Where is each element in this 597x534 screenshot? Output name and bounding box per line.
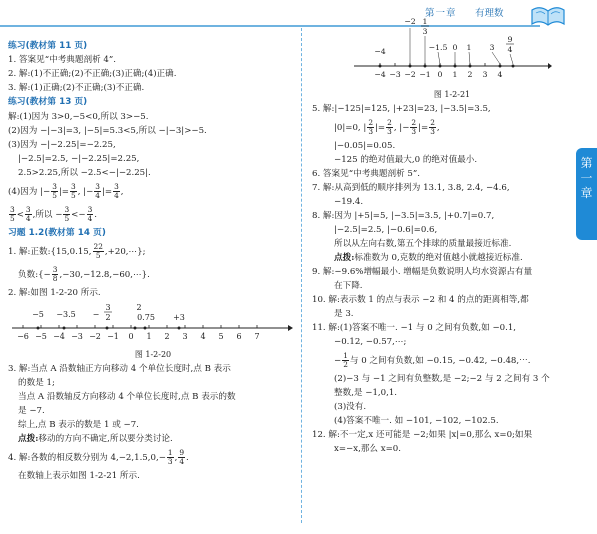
number-line-figure-20 [8,302,293,344]
point-dot [63,326,66,329]
fraction: $\frac{1}{3}$ [167,448,173,466]
answer-line-fraction: − $\frac{1}{2}$ 与 0 之间有负数,如 −0.15, −0.42, −0.48,⋯. [334,351,531,370]
answer-line: 所以从左向右数,第五个排球的质量最接近标准. [334,239,512,250]
fraction: $\frac{3}{5}$ [64,204,70,223]
answer-line: −19.4. [334,197,364,208]
fraction: $\frac{2}{3}$ [430,118,435,137]
point-dot [178,326,181,329]
point-dot [424,65,427,68]
fraction: $\frac{2}{3}$ [387,118,392,137]
point-label-frac-num: 1 [422,17,428,26]
tick-label: −1 [419,70,431,79]
header-chapter: 第一章 [425,8,457,19]
fraction: $\frac{3}{4}$ [87,204,93,223]
answer-line: 7. 解:从高到低的顺序排列为 13.1, 3.8, 2.4, −4.6, [312,183,510,194]
fraction: $\frac{2}{3}$ [368,118,374,137]
point-dot [379,65,382,68]
answer-line-fraction: 1. 解:正数:{15,0.15, $\frac{22}{5}$ ,+20,⋯}; [8,241,146,260]
column-divider [301,28,302,523]
tick-label: −3 [389,70,401,79]
fraction: $\frac{3}{4}$ [25,204,31,223]
answer-line: 3. 解:当点 A 沿数轴正方向移动 4 个单位长度时,点 B 表示 [8,363,231,374]
fraction: $\frac{22}{5}$ [93,241,103,260]
answer-line: 解:(1)因为 3>0,−5<0,所以 3>−5. [8,111,149,122]
answer-line: x=−x,那么 x=0. [334,444,401,455]
point-label: − [92,309,100,319]
answer-line: 5. 解:|−125|=125, |+23|=23, |−3.5|=3.5, [312,104,491,115]
tick-label: 0 [128,331,134,341]
point-dot [454,65,457,68]
point-label: 4 [507,45,513,54]
answer-line: 是 3. [334,309,354,320]
tick-label: 2 [467,70,473,79]
point-label: 1 [466,43,472,52]
point-label: +3 [173,312,185,322]
tick-label: −1 [107,331,119,341]
tick-label: 1 [146,331,152,341]
answer-line-fraction: 负数:{− $\frac{3}{8}$ ,−30,−12.8,−60,⋯}. [18,264,150,283]
answer-line: 9. 解:−9.6%增幅最小. 增幅是负数说明人均水资源占有量 [312,267,533,278]
tick-label: 3 [182,331,188,341]
point-dot [134,326,137,329]
fraction: $\frac{3}{5}$ [10,204,15,223]
chapter-side-tab: 第 一 章 [576,148,597,240]
fraction: $\frac{1}{2}$ [343,351,348,370]
answer-line: 3. 解:(1)正确;(2)不正确;(3)不正确. [8,83,145,94]
answer-line-fraction: $\frac{3}{5}$ < $\frac{3}{4}$ ,所以 − $\frac{3}{5}$ <− $\frac{3}{4}$ . [10,204,98,223]
section-heading: 习题 1.2(教材第 14 页) [8,227,106,238]
point-label-frac-den: 3 [422,27,428,36]
point-label: −3.5 [56,309,76,319]
answer-line: 10. 解:表示数 1 的点与表示 −2 和 4 的点的距离相等,都 [312,295,529,306]
point-label: 9 [507,35,513,44]
answer-line-fraction: (4)因为 |− $\frac{3}{5}$ |= $\frac{3}{5}$ , |− $\frac{3}{4}$ |= $\frac{3}{4}$ , [8,181,124,200]
answer-line: 当点 A 沿数轴反方向移动 4 个单位长度时,点 B 表示的数 [18,391,236,402]
fraction: $\frac{9}{4}$ [179,448,185,466]
tick-label: −5 [35,331,47,341]
tick-label: −6 [17,331,29,341]
point-dot [469,65,472,68]
point-label: −2 [404,17,416,26]
answer-line-fraction: |0|=0, | $\frac{2}{3}$ |= $\frac{2}{3}$ , |− $\frac{2}{3}$ |= $\frac{2}{3}$ , [334,118,440,137]
tick-label: 4 [497,70,503,79]
answer-line: 在数轴上表示如图 1-2-21 所示. [18,470,140,481]
tick-label: 3 [482,70,488,79]
answer-line: 是 −7. [18,405,45,416]
answer-line: 12. 解:不一定,x 还可能是 −2;如果 |x|=0,那么 x=0;如果 [312,430,533,441]
point-label-frac-num: 3 [105,302,111,312]
answer-line: |−0.05|=0.05. [334,141,396,152]
header-title: 有理数 [475,8,504,19]
answer-line: 的数是 1; [18,377,55,388]
answer-line: 1. 答案见“中考典题剖析 4”. [8,55,116,66]
answer-line: (2)−3 与 −1 之间有负整数,是 −2;−2 与 2 之间有 3 个 [334,374,550,385]
tick-label: 2 [164,331,170,341]
fraction: $\frac{3}{4}$ [95,181,100,200]
answer-line: 点拨:标准数为 0,克数的绝对值越小就越接近标准. [334,253,523,264]
answer-line: 11. 解:(1)答案不唯一. −1 与 0 之间有负数,如 −0.1, [312,323,517,334]
answer-line: −0.12, −0.57,⋯; [334,337,407,348]
fraction: $\frac{3}{5}$ [52,181,57,200]
tick-label: 4 [200,331,206,341]
point-label: 0 [452,43,458,52]
figure-caption: 图 1-2-21 [433,90,471,99]
point-dot [499,65,502,68]
answer-line: 在下降. [334,281,363,292]
answer-line: 6. 答案见“中考典题剖析 5”. [312,169,420,180]
answer-line: 8. 解:因为 |+5|=5, |−3.5|=3.5, |+0.7|=0.7, [312,211,495,222]
answer-line: 2.5>2.25,所以 −2.5<−|−2.25|. [18,167,151,178]
point-dot [512,65,515,68]
answer-line: |−2.5|=2.5, −|−2.25|=2.25, [18,153,140,164]
tick-label: 0 [437,70,443,79]
fraction: $\frac{3}{4}$ [114,181,119,200]
answer-line-fraction: 4. 解:各数的相反数分别为 4,−2,1.5,0,− $\frac{1}{3}$ , $\frac{9}{4}$ . [8,448,189,466]
tick-label: 6 [236,331,242,341]
point-label: 0.75 [137,312,155,322]
answer-line: (4)答案不唯一. 如 −101, −102, −102.5. [334,416,499,427]
right-column [312,14,578,458]
fraction: $\frac{3}{5}$ [71,181,76,200]
point-dot [144,326,147,329]
tick-label: 1 [452,70,458,79]
answer-line: |−2.5|=2.5, |−0.6|=0.6, [334,225,438,236]
answer-line: 综上,点 B 表示的数是 1 或 −7. [18,419,139,430]
point-dot [439,65,442,68]
answer-line: 点拨:移动的方向不确定,所以要分类讨论. [18,433,173,444]
section-heading: 练习(教材第 11 页) [8,41,88,51]
answer-line: (3)没有. [334,402,367,413]
point-label: −4 [374,47,386,56]
point-label: 2 [136,302,142,312]
point-dot [37,326,40,329]
tick-label: −4 [374,70,386,79]
tick-label: −2 [89,331,101,341]
fraction: $\frac{2}{3}$ [411,118,417,137]
tick-label: 7 [254,331,260,341]
answer-line: 整数,是 −1,0,1. [334,388,398,399]
answer-line: −125 的绝对值最大,0 的绝对值最小. [334,155,478,166]
tick-label: −4 [53,331,65,341]
figure-caption: 图 1-2-20 [134,349,172,359]
point-label: −5 [32,309,44,319]
answer-line: (3)因为 −|−2.25|=−2.25, [8,139,116,150]
left-column [8,40,298,485]
fraction: $\frac{3}{8}$ [52,264,58,283]
point-label-frac-den: 2 [105,312,111,322]
point-dot [409,65,412,68]
point-dot [106,326,109,329]
answer-line: (2)因为 −|−3|=3, |−5|=5.3<5,所以 −|−3|>−5. [8,125,207,136]
section-heading: 练习(教材第 13 页) [8,97,88,108]
answer-line: 2. 解:(1)不正确;(2)不正确;(3)正确;(4)正确. [8,69,177,80]
tick-label: 5 [218,331,224,341]
answer-line: 2. 解:如图 1-2-20 所示. [8,287,101,298]
tick-label: −2 [404,70,416,79]
number-line-figure-21 [352,14,552,84]
point-label: −1.5 [428,43,448,52]
tick-label: −3 [71,331,83,341]
point-label: 3 [489,43,495,52]
